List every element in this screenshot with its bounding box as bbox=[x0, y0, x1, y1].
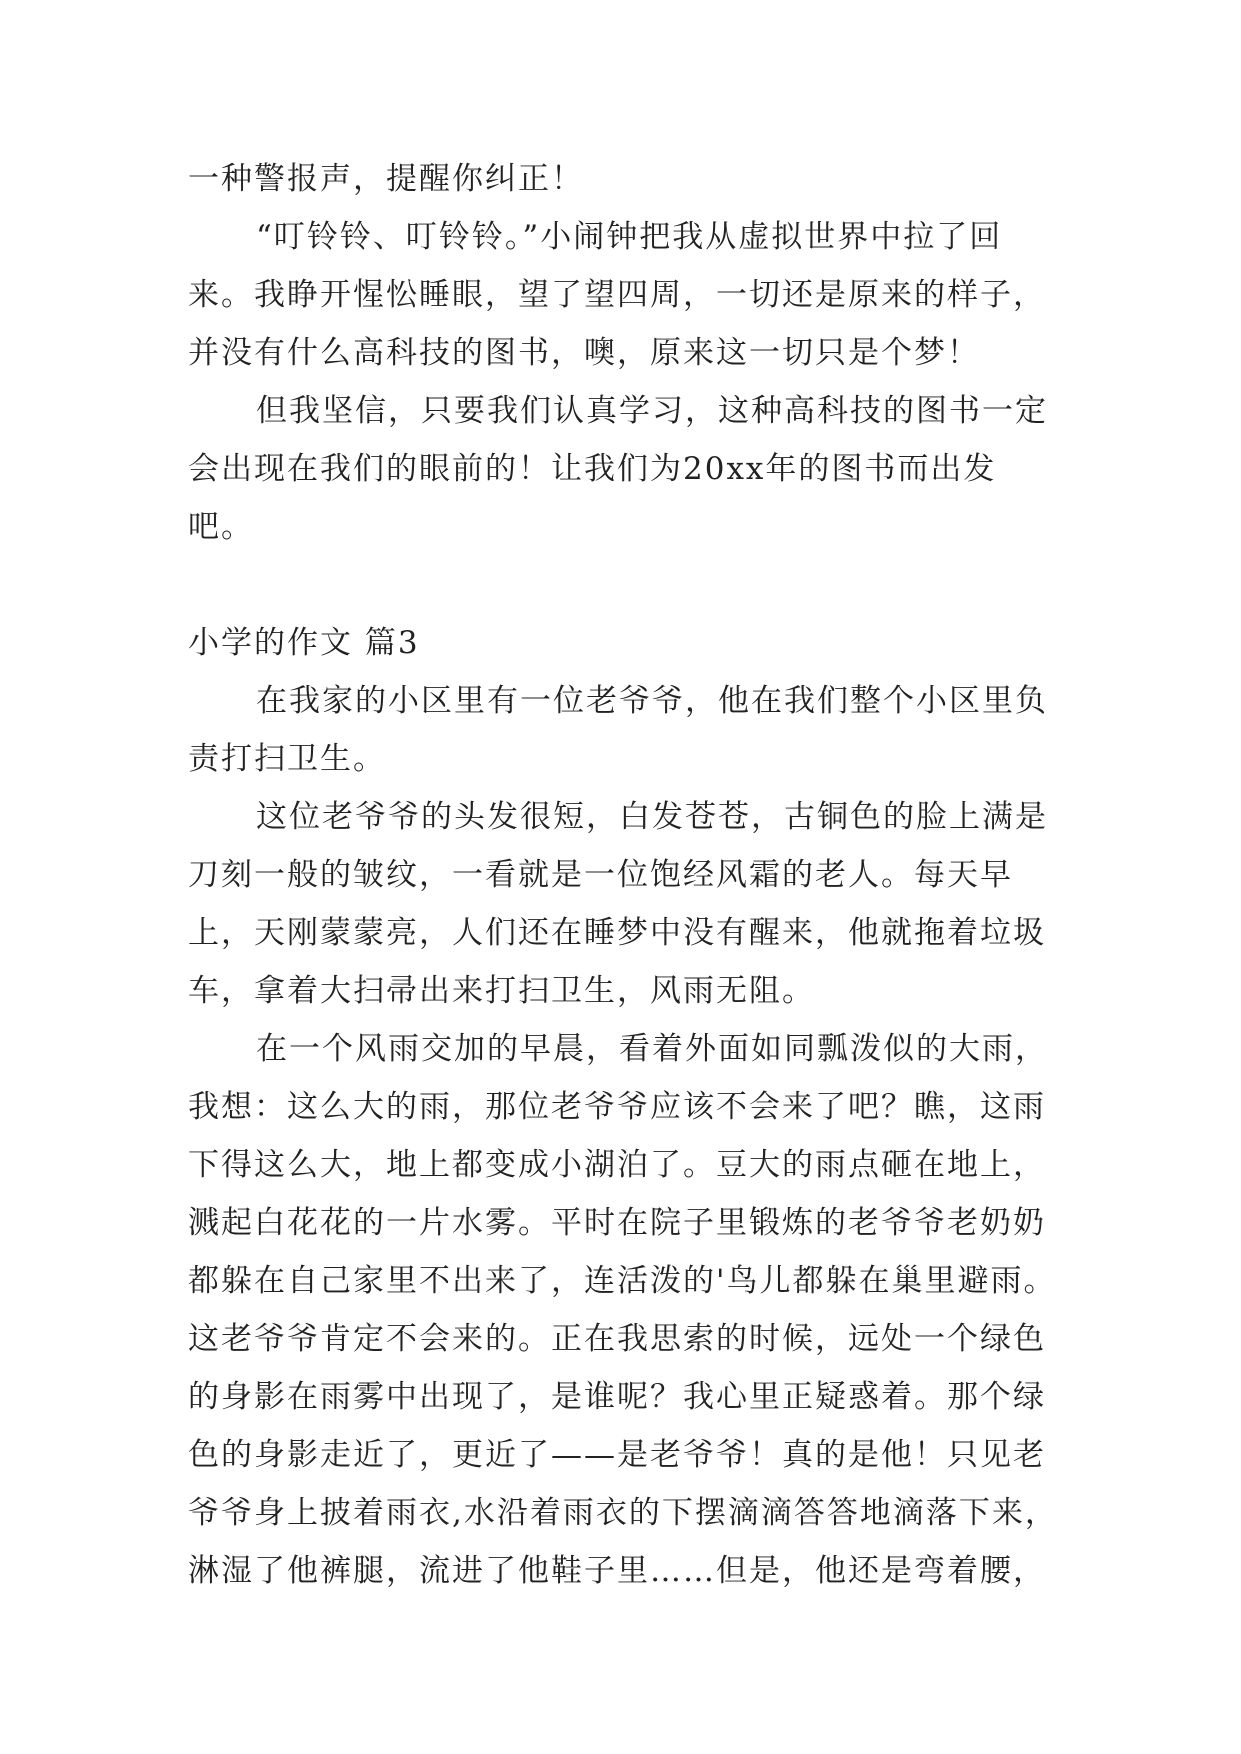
document-body bbox=[188, 150, 1058, 1600]
paragraph: “叮铃铃、叮铃铃。”小闹钟把我从虚拟世界中拉了回来。我睁开惺忪睡眼，望了望四周，一切还是原来的样子，并没有什么高科技的图书，噢，原来这一切只是个梦！ bbox=[188, 219, 1046, 371]
paragraph: 在我家的小区里有一位老爷爷，他在我们整个小区里负责打扫卫生。 bbox=[188, 683, 1048, 777]
paragraph: 但我坚信，只要我们认真学习，这种高科技的图书一定会出现在我们的眼前的！让我们为20xx年的图书而出发吧。 bbox=[188, 393, 1048, 545]
paragraph: 这位老爷爷的头发很短，白发苍苍，古铜色的脸上满是刀刻一般的皱纹，一看就是一位饱经风霜的老人。每天早上，天刚蒙蒙亮，人们还在睡梦中没有醒来，他就拖着垃圾车，拿着大扫帚出来打扫卫生，风雨无阻。 bbox=[188, 799, 1048, 1009]
section-heading: 小学的作文 篇3 bbox=[188, 625, 420, 661]
paragraph: 一种警报声，提醒你纠正！ bbox=[188, 161, 584, 197]
paragraph: 在一个风雨交加的早晨，看着外面如同瓢泼似的大雨，我想：这么大的雨，那位老爷爷应该不会来了吧？瞧，这雨下得这么大，地上都变成小湖泊了。豆大的雨点砸在地上，溅起白花花的一片水雾。平时在院子里锻炼的老爷爷老奶奶都躲在自己家里不出来了，连活泼的'鸟儿都躲在巢里避雨。这老爷爷肯定不会来的。正在我思索的时候，远处一个绿色的身影在雨雾中出现了，是谁呢？我心里正疑惑着。那个绿色的身影走近了，更近了——是老爷爷！真的是他！只见老爷爷身上披着雨衣,水沿着雨衣的下摆滴滴答答地滴落下来，淋湿了他裤腿，流进了他鞋子里……但是，他还是弯着腰， bbox=[188, 1031, 1058, 1589]
